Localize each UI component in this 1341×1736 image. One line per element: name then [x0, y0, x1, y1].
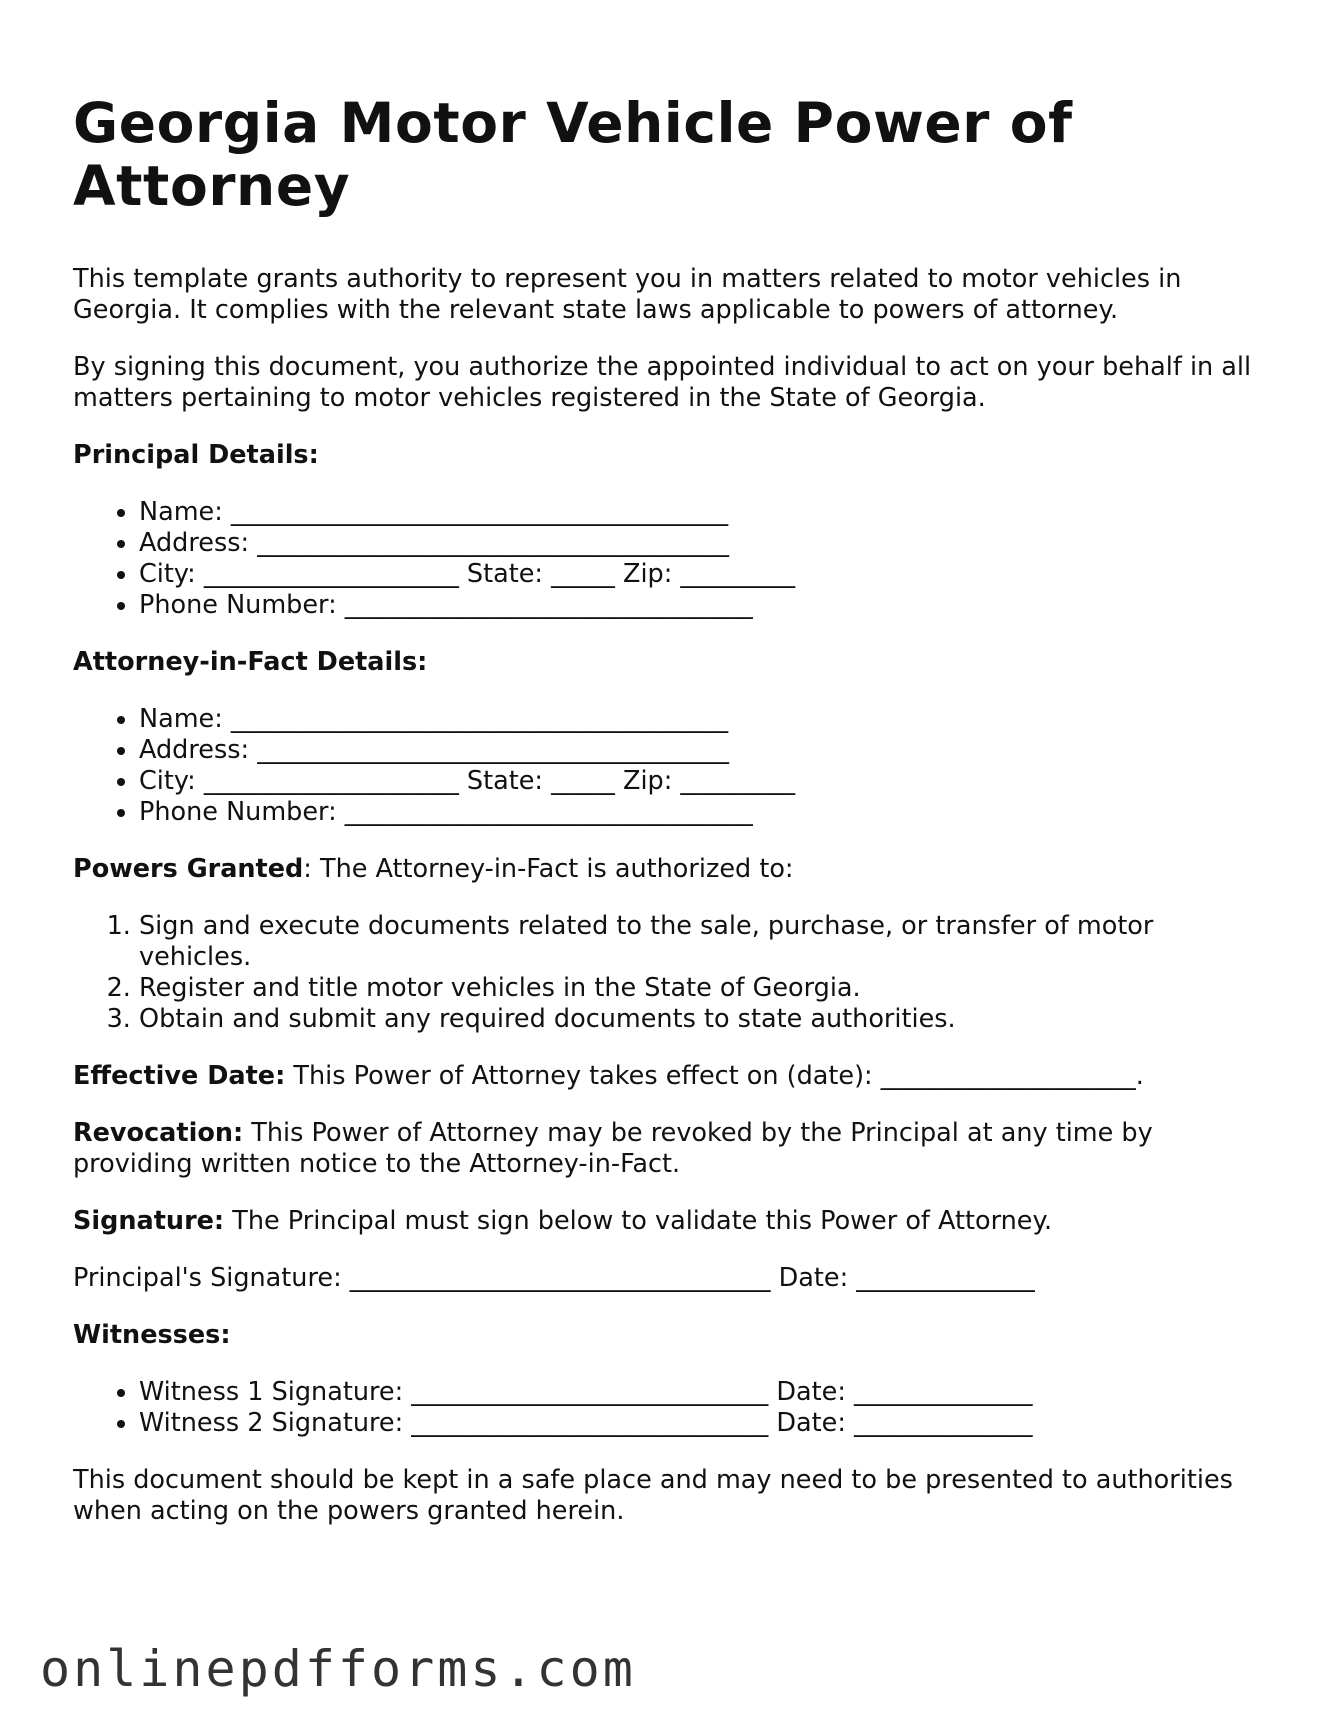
principal-address-field[interactable]: • Address: _____________________________________ [139, 528, 1273, 559]
power-item: 1. Sign and execute documents related to the sale, purchase, or transfer of motor vehicles. [139, 911, 1273, 973]
power-item: 2. Register and title motor vehicles in the State of Georgia. [139, 973, 1273, 1004]
document-title: Georgia Motor Vehicle Power of Attorney [73, 91, 1073, 218]
witnesses-heading: Witnesses: [73, 1320, 231, 1350]
witnesses-list [73, 1377, 1273, 1439]
effective-date-field[interactable]: This Power of Attorney takes effect on (date): ____________________. [285, 1061, 1144, 1091]
effective-date-paragraph: Effective Date: This Power of Attorney takes effect on (date): ____________________. [73, 1061, 1144, 1091]
intro-paragraph-1: This template grants authority to represent you in matters related to motor vehicles in Georgia. It complies with the relevant state laws applicable to powers of attorney. [73, 264, 1182, 325]
attorney-phone-field[interactable]: • Phone Number: ________________________________ [139, 797, 1273, 828]
attorney-details-list [73, 704, 1273, 828]
signature-paragraph: Signature: The Principal must sign below to validate this Power of Attorney. [73, 1206, 1053, 1236]
powers-granted-paragraph [73, 854, 1273, 885]
witness-2-signature-field[interactable]: • Witness 2 Signature: ____________________________ Date: ______________ [139, 1408, 1273, 1439]
principal-heading: Principal Details: [73, 440, 319, 470]
revocation-paragraph: Revocation: This Power of Attorney may be revoked by the Principal at any time by providing written notice to the Attorney-in-Fact. [73, 1118, 1153, 1179]
intro-paragraph-2: By signing this document, you authorize the appointed individual to act on your behalf in all matters pertaining to motor vehicles registered in the State of Georgia. [73, 352, 1252, 413]
principal-phone-field[interactable]: • Phone Number: ________________________________ [139, 590, 1273, 621]
watermark-logo: onlinepdfforms.com [40, 1640, 636, 1698]
attorney-city-state-zip-field[interactable]: • City: ____________________ State: _____ Zip: _________ [139, 766, 1273, 797]
principal-name-field[interactable]: • Name: _______________________________________ [139, 497, 1273, 528]
principal-signature-field[interactable]: Principal's Signature: _________________________________ Date: ______________ [73, 1263, 1035, 1293]
powers-granted-label: Powers Granted [73, 854, 304, 884]
attorney-name-field[interactable]: • Name: _______________________________________ [139, 704, 1273, 735]
power-item: 3. Obtain and submit any required documents to state authorities. [139, 1004, 1273, 1035]
attorney-address-field[interactable]: • Address: _____________________________________ [139, 735, 1273, 766]
attorney-heading: Attorney-in-Fact Details: [73, 647, 428, 677]
witness-1-signature-field[interactable]: • Witness 1 Signature: ____________________________ Date: ______________ [139, 1377, 1273, 1408]
powers-list [73, 911, 1273, 1035]
closing-paragraph: This document should be kept in a safe place and may need to be presented to authorities when acting on the powers granted herein. [73, 1465, 1233, 1526]
principal-city-state-zip-field[interactable]: • City: ____________________ State: _____ Zip: _________ [139, 559, 1273, 590]
principal-details-list [73, 497, 1273, 621]
powers-granted-text: : The Attorney-in-Fact is authorized to: [303, 854, 794, 884]
document-page [73, 92, 1273, 1527]
